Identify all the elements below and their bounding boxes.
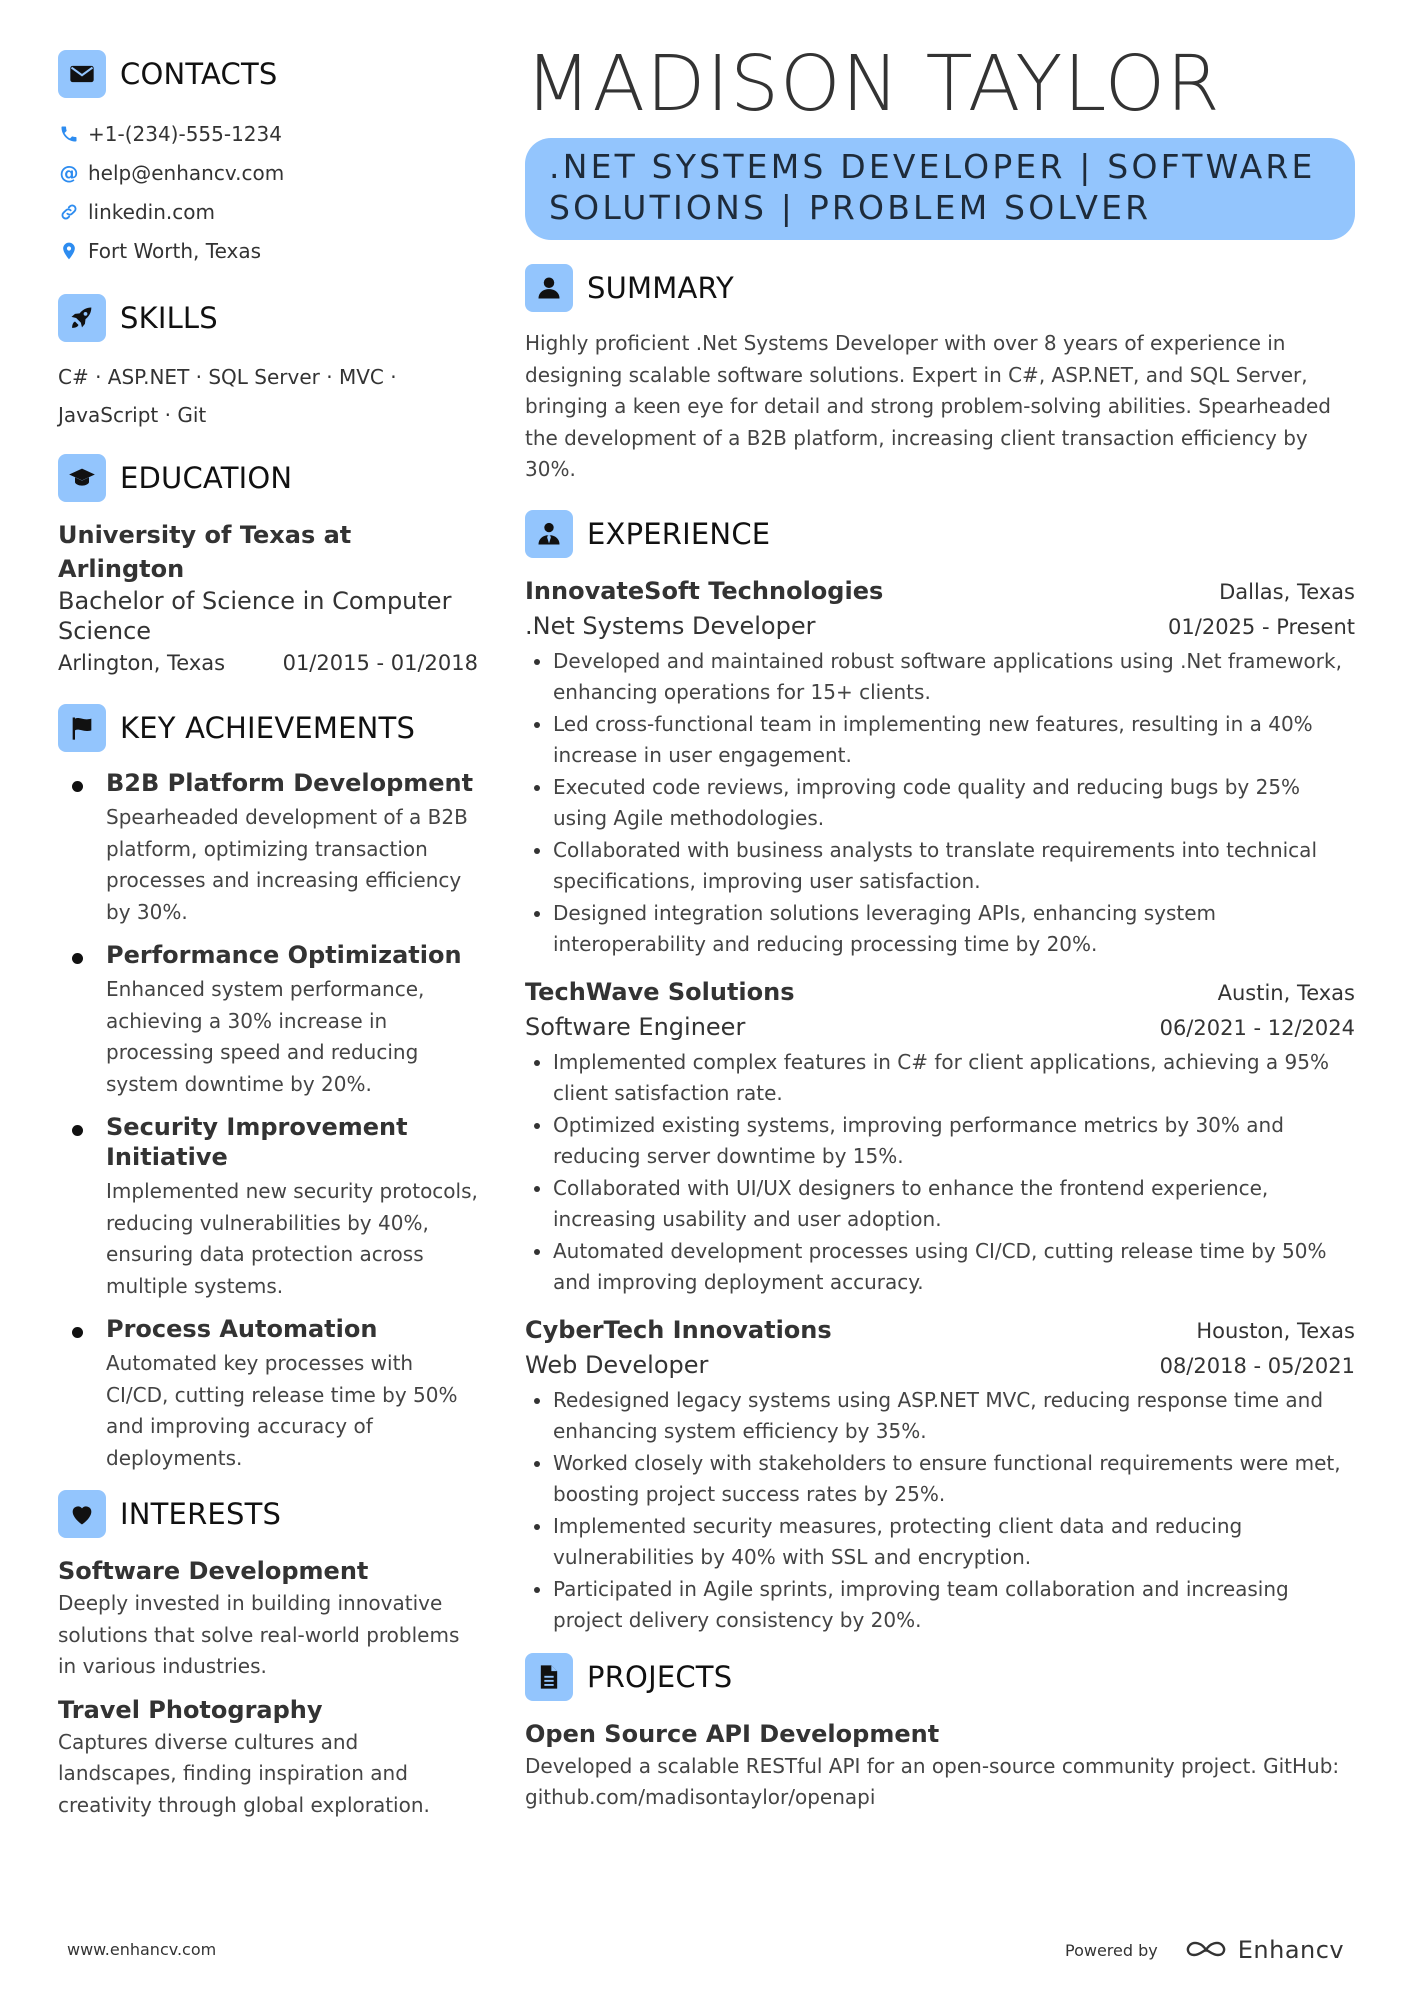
job-bullets xyxy=(525,1047,1355,1299)
education-location: Arlington, Texas xyxy=(58,651,226,675)
job-bullet: Participated in Agile sprints, improving team collaboration and increasing project delivery consistency by 20%. xyxy=(525,1574,1355,1637)
achievement-item xyxy=(58,1112,478,1302)
achievement-desc: Automated key processes with CI/CD, cutting release time by 50% and improving accuracy of deployments. xyxy=(106,1351,458,1470)
summary-section xyxy=(525,262,1355,486)
contact-linkedin[interactable] xyxy=(58,192,478,231)
job-location: Austin, Texas xyxy=(1217,980,1355,1005)
footer-website[interactable]: www.enhancv.com xyxy=(67,1940,217,1959)
contacts-title: CONTACTS xyxy=(120,57,278,91)
achievement-desc: Enhanced system performance, achieving a 30% increase in processing speed and reducing system downtime by 20%. xyxy=(106,977,425,1096)
contact-phone-text: +1-(234)-555-1234 xyxy=(88,121,282,146)
document-icon xyxy=(525,1653,573,1701)
heart-icon xyxy=(58,1490,106,1538)
job-location: Houston, Texas xyxy=(1196,1318,1355,1343)
job-bullet: Led cross-functional team in implementing new features, resulting in a 40% increase in user engagement. xyxy=(525,709,1355,772)
job-bullets xyxy=(525,1385,1355,1637)
job-bullet: Collaborated with business analysts to translate requirements into technical specifications, improving user satisfaction. xyxy=(525,835,1355,898)
summary-text: Highly proficient .Net Systems Developer with over 8 years of experience in designing scalable software solutions. Expert in C#, ASP.NET, and SQL Server, bringing a keen eye for detail and strong problem-solving abilities. Spearheaded the development of a B2B platform, increasing client transaction efficiency by 30%. xyxy=(525,331,1331,481)
job-entry xyxy=(525,1313,1355,1637)
achievements-title: KEY ACHIEVEMENTS xyxy=(120,711,416,745)
education-header xyxy=(58,452,478,504)
job-bullet: Optimized existing systems, improving performance metrics by 30% and reducing server downtime by 15%. xyxy=(525,1110,1355,1173)
skills-header xyxy=(58,292,478,344)
achievement-title: Process Automation xyxy=(106,1315,378,1343)
at-icon: @ xyxy=(59,161,79,184)
projects-header xyxy=(525,1651,1355,1703)
experience-title: EXPERIENCE xyxy=(587,516,771,551)
contacts-section xyxy=(58,48,478,270)
job-bullet: Worked closely with stakeholders to ensure functional requirements were met, boosting project success rates by 25%. xyxy=(525,1448,1355,1511)
achievements-section xyxy=(58,702,478,1474)
summary-header xyxy=(525,262,1355,314)
envelope-icon xyxy=(58,50,106,98)
headline-banner: .NET SYSTEMS DEVELOPER | SOFTWARE SOLUTIONS | PROBLEM SOLVER xyxy=(525,138,1355,240)
job-company: TechWave Solutions xyxy=(525,977,795,1006)
job-bullet: Redesigned legacy systems using ASP.NET MVC, reducing response time and enhancing system efficiency by 35%. xyxy=(525,1385,1355,1448)
contact-location-text: Fort Worth, Texas xyxy=(88,238,262,263)
summary-title: SUMMARY xyxy=(587,271,734,305)
achievement-desc: Implemented new security protocols, reducing vulnerabilities by 40%, ensuring data protection across multiple systems. xyxy=(106,1179,478,1298)
projects-section xyxy=(525,1651,1355,1814)
skills-list: C# · ASP.NET · SQL Server · MVC · JavaScript · Git xyxy=(58,365,397,427)
contact-phone[interactable] xyxy=(58,114,478,153)
job-location: Dallas, Texas xyxy=(1219,579,1355,604)
job-header-row xyxy=(525,975,1355,1010)
interest-title: Travel Photography xyxy=(58,1695,323,1724)
user-tie-icon xyxy=(525,510,573,558)
interests-header xyxy=(58,1488,478,1540)
job-bullet: Automated development processes using CI/CD, cutting release time by 50% and improving deployment accuracy. xyxy=(525,1236,1355,1299)
experience-header xyxy=(525,508,1355,560)
education-degree: Bachelor of Science in Computer Science xyxy=(58,587,452,645)
education-title: EDUCATION xyxy=(120,461,293,495)
candidate-name: MADISON TAYLOR xyxy=(525,40,1221,129)
footer-branding xyxy=(1065,1936,1344,1964)
achievement-title: Security Improvement Initiative xyxy=(106,1113,408,1171)
location-icon xyxy=(58,240,80,262)
job-role: Software Engineer xyxy=(525,1012,746,1041)
achievement-item xyxy=(58,1314,478,1474)
flag-icon xyxy=(58,704,106,752)
achievement-title: B2B Platform Development xyxy=(106,769,474,797)
interest-title: Software Development xyxy=(58,1557,369,1585)
experience-section xyxy=(525,508,1355,1637)
achievement-title: Performance Optimization xyxy=(106,941,462,969)
job-company: CyberTech Innovations xyxy=(525,1315,832,1344)
interest-desc: Captures diverse cultures and landscapes, finding inspiration and creativity through global exploration. xyxy=(58,1729,430,1817)
job-role-row xyxy=(525,609,1355,644)
left-column xyxy=(58,48,478,1831)
job-bullet: Designed integration solutions leveraging APIs, enhancing system interoperability and reducing processing time by 20%. xyxy=(525,898,1355,961)
contact-location xyxy=(58,231,478,270)
brand-name: Enhancv xyxy=(1237,1936,1345,1964)
job-entry xyxy=(525,975,1355,1299)
contacts-header xyxy=(58,48,478,100)
job-bullet: Executed code reviews, improving code quality and reducing bugs by 25% using Agile methodologies. xyxy=(525,772,1355,835)
education-school: University of Texas at Arlington xyxy=(58,521,352,583)
contact-email[interactable] xyxy=(58,153,478,192)
job-header-row xyxy=(525,1313,1355,1348)
job-dates: 01/2025 - Present xyxy=(1168,614,1355,639)
job-dates: 08/2018 - 05/2021 xyxy=(1159,1353,1355,1378)
project-title: Open Source API Development xyxy=(525,1719,940,1748)
education-section xyxy=(58,452,478,680)
achievement-item xyxy=(58,768,478,928)
interest-desc: Deeply invested in building innovative solutions that solve real-world problems in various industries. xyxy=(58,1591,460,1678)
job-bullet: Developed and maintained robust software applications using .Net framework, enhancing operations for 15+ clients. xyxy=(525,646,1355,709)
job-role-row xyxy=(525,1010,1355,1045)
job-bullet: Implemented complex features in C# for client applications, achieving a 95% client satisfaction rate. xyxy=(525,1047,1355,1110)
job-company: InnovateSoft Technologies xyxy=(525,576,884,605)
projects-title: PROJECTS xyxy=(587,1659,733,1694)
education-dates: 01/2015 - 01/2018 xyxy=(282,651,478,675)
job-role: .Net Systems Developer xyxy=(525,611,816,640)
enhancv-logo-icon xyxy=(1184,1937,1230,1963)
achievement-item xyxy=(58,940,478,1100)
achievement-desc: Spearheaded development of a B2B platform, optimizing transaction processes and increasing efficiency by 30%. xyxy=(106,805,468,924)
phone-icon xyxy=(58,123,80,145)
job-bullets xyxy=(525,646,1355,961)
contact-linkedin-text: linkedin.com xyxy=(88,199,215,224)
rocket-icon xyxy=(58,294,106,342)
link-icon xyxy=(58,201,80,223)
job-role: Web Developer xyxy=(525,1350,709,1379)
skills-title: SKILLS xyxy=(120,301,218,335)
education-meta xyxy=(58,646,478,680)
job-bullet: Implemented security measures, protecting client data and reducing vulnerabilities by 40% with SSL and encryption. xyxy=(525,1511,1355,1574)
achievements-header xyxy=(58,702,478,754)
interests-section xyxy=(58,1488,478,1821)
job-entry xyxy=(525,574,1355,961)
powered-by-label: Powered by xyxy=(1065,1940,1158,1960)
job-bullet: Collaborated with UI/UX designers to enhance the frontend experience, increasing usability and user adoption. xyxy=(525,1173,1355,1236)
job-role-row xyxy=(525,1348,1355,1383)
right-column xyxy=(525,40,1355,1814)
job-header-row xyxy=(525,574,1355,609)
graduation-cap-icon xyxy=(58,454,106,502)
user-icon xyxy=(525,264,573,312)
enhancv-logo[interactable] xyxy=(1184,1936,1344,1964)
interests-title: INTERESTS xyxy=(120,1497,282,1531)
project-desc: Developed a scalable RESTful API for an open-source community project. GitHub: github.com/madisontaylor/openapi xyxy=(525,1753,1340,1809)
contact-email-text: help@enhancv.com xyxy=(88,160,285,185)
skills-section xyxy=(58,292,478,434)
job-dates: 06/2021 - 12/2024 xyxy=(1159,1015,1355,1040)
